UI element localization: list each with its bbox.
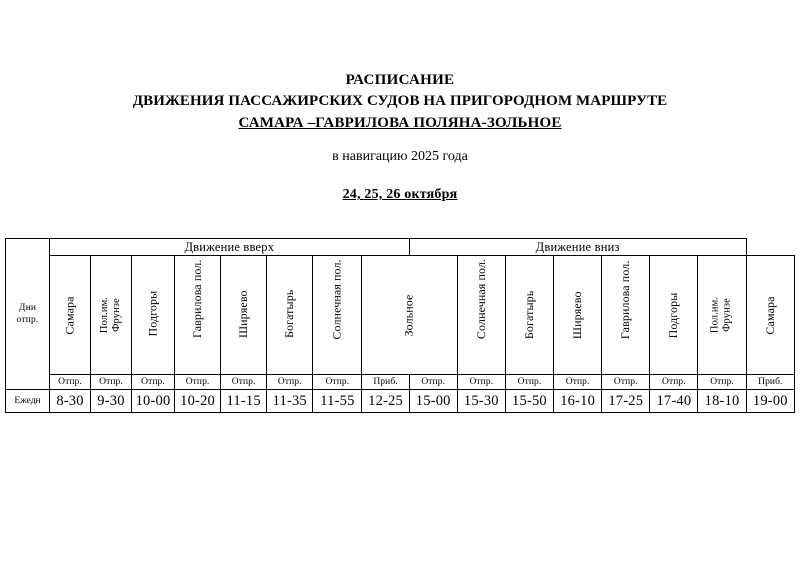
days-value-cell: Ежедн [6, 390, 50, 413]
page-subtitle-route-kind: ДВИЖЕНИЯ ПАССАЖИРСКИХ СУДОВ НА ПРИГОРОДНОМ МАРШРУТЕ [132, 93, 668, 109]
navigation-season: в навигацию 2025 года [332, 149, 468, 164]
station-header-label [236, 289, 251, 338]
arrival-departure-label: Отпр. [50, 375, 91, 390]
arrival-departure-label: Отпр. [175, 375, 221, 390]
station-header-line: Фрунзе [111, 298, 122, 332]
station-header-row [6, 256, 795, 375]
time-cell: 19-00 [746, 390, 794, 413]
station-header [175, 256, 221, 375]
arrival-departure-label: Отпр. [602, 375, 650, 390]
direction-band-up: Движение вверх [50, 239, 410, 256]
station-header [554, 256, 602, 375]
arrival-departure-label: Отпр. [650, 375, 698, 390]
station-header [91, 256, 132, 375]
schedule-table [5, 238, 795, 413]
station-header-label [282, 289, 297, 338]
station-header [602, 256, 650, 375]
time-cell: 15-00 [409, 390, 457, 413]
station-header-label [99, 295, 123, 335]
time-cell: 16-10 [554, 390, 602, 413]
station-header-line: Гаврилова пол. [190, 259, 205, 338]
schedule-table-wrapper [5, 238, 795, 413]
station-header-label [667, 291, 680, 338]
arrival-departure-label: Отпр. [91, 375, 132, 390]
route-name: САМАРА –ГАВРИЛОВА ПОЛЯНА-ЗОЛЬНОЕ [238, 115, 562, 131]
arrival-departure-label: Приб. [362, 375, 409, 390]
time-cell: 15-30 [457, 390, 505, 413]
page-title: РАСПИСАНИЕ [345, 72, 455, 88]
station-header-line: Пол.им. [710, 296, 722, 334]
station-header-line: Пол.им. [99, 296, 110, 334]
days-column-header: Дни отпр. [6, 239, 50, 390]
station-header [746, 256, 794, 375]
time-cell: 18-10 [698, 390, 746, 413]
station-header [131, 256, 174, 375]
station-header-label [190, 259, 205, 338]
station-header [457, 256, 505, 375]
station-header-label [329, 258, 344, 340]
station-header [362, 256, 457, 375]
time-cell: 10-20 [175, 390, 221, 413]
direction-band-row [6, 239, 795, 256]
station-header-label [473, 258, 488, 339]
station-header-label [523, 291, 536, 338]
table-row [6, 390, 795, 413]
direction-band-down: Движение вниз [409, 239, 746, 256]
station-header [313, 256, 362, 375]
station-header [505, 256, 553, 375]
arrival-departure-label: Отпр. [505, 375, 553, 390]
time-cell: 17-25 [602, 390, 650, 413]
arrival-departure-label: Отпр. [267, 375, 313, 390]
station-header-label [64, 295, 77, 335]
station-header-line: Гаврилова пол. [618, 260, 633, 339]
station-header-line: Самара [762, 295, 777, 335]
station-header-line: Ширяево [236, 289, 251, 338]
station-header-line: Солнечная пол. [473, 258, 488, 339]
station-header-line: Богатырь [521, 290, 536, 339]
station-header-line: Богатырь [282, 289, 297, 338]
station-header [698, 256, 746, 375]
arrival-departure-label: Отпр. [313, 375, 362, 390]
time-cell: 17-40 [650, 390, 698, 413]
arrival-departure-label: Отпр. [131, 375, 174, 390]
time-cell: 8-30 [50, 390, 91, 413]
station-header-label [710, 291, 734, 338]
station-header-label [571, 291, 584, 338]
arrival-departure-label: Отпр. [457, 375, 505, 390]
station-header-line: Зольное [402, 294, 417, 336]
arrival-departure-label: Отпр. [554, 375, 602, 390]
title-block [0, 0, 800, 204]
station-header-label [764, 291, 777, 338]
station-header [267, 256, 313, 375]
station-header-line: Ширяево [570, 290, 585, 339]
time-cell: 12-25 [362, 390, 409, 413]
time-cell: 9-30 [91, 390, 132, 413]
time-cell: 15-50 [505, 390, 553, 413]
station-header-label [403, 268, 416, 362]
station-header [221, 256, 267, 375]
arrival-departure-label: Отпр. [698, 375, 746, 390]
station-header [50, 256, 91, 375]
time-cell: 11-55 [313, 390, 362, 413]
station-header-label [145, 290, 160, 337]
station-header-label [618, 260, 633, 339]
station-header-line: Подгоры [666, 292, 681, 338]
valid-dates: 24, 25, 26 октября [342, 187, 458, 202]
arrival-departure-label: Отпр. [221, 375, 267, 390]
station-header-line: Солнечная пол. [329, 258, 344, 340]
station-header-line: Фрунзе [722, 298, 734, 332]
arrival-departure-label: Приб. [746, 375, 794, 390]
time-cell: 10-00 [131, 390, 174, 413]
arrival-departure-row [6, 375, 795, 390]
station-header-line: Подгоры [145, 290, 160, 337]
arrival-departure-label: Отпр. [409, 375, 457, 390]
station-header-line: Самара [62, 295, 77, 335]
time-cell: 11-15 [221, 390, 267, 413]
station-header [650, 256, 698, 375]
time-cell: 11-35 [267, 390, 313, 413]
